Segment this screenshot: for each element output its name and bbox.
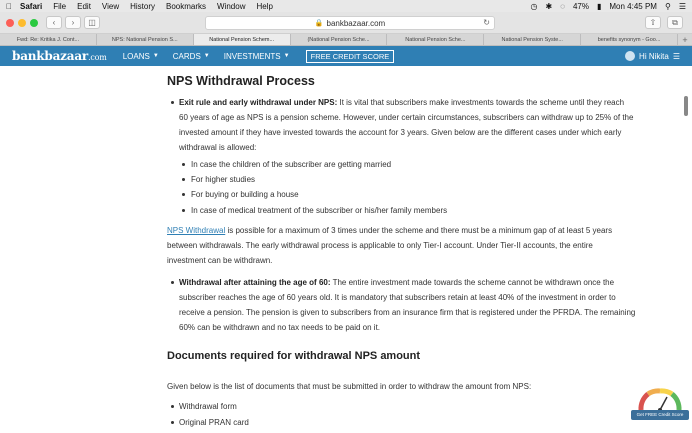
avatar bbox=[625, 51, 635, 61]
spotlight-icon[interactable]: ⚲ bbox=[664, 1, 671, 11]
documents-title-wrap bbox=[167, 350, 667, 362]
limit-line-3: investment can be withdrawn. bbox=[167, 256, 273, 265]
hamburger-icon[interactable]: ☰ bbox=[672, 51, 680, 61]
bullet bbox=[182, 209, 185, 212]
new-tab-button[interactable]: + bbox=[682, 34, 688, 45]
age-60-heading: Withdrawal after attaining the age of 60: bbox=[179, 278, 331, 287]
browser-tab[interactable]: National Pension Sche... bbox=[387, 34, 484, 45]
site-logo[interactable] bbox=[12, 49, 107, 63]
sidebar-button[interactable] bbox=[84, 16, 100, 29]
bullet bbox=[171, 281, 174, 284]
clock[interactable]: Mon 4:45 PM bbox=[609, 1, 657, 11]
battery-icon[interactable]: ▮ bbox=[596, 1, 602, 11]
logo-suffix: .com bbox=[88, 53, 107, 62]
menubar-status bbox=[531, 2, 686, 11]
age-text-1: The entire investment made towards the scheme cannot be withdrawn once the bbox=[330, 278, 615, 287]
menu-view[interactable]: View bbox=[95, 1, 114, 11]
page-content bbox=[0, 66, 692, 433]
age-line-2: subscriber reaches the age of 60 years old. It is mandatory that subscribers retain at least 40% of the investment in order to bbox=[179, 293, 616, 302]
exit-line-2: 60 years of age as NPS is a pension scheme. However, under certain circumstances, subscribers can withdraw up to 25% of the bbox=[179, 113, 634, 122]
browser-toolbar bbox=[0, 12, 692, 34]
browser-tab[interactable]: (National Pension Sche... bbox=[291, 34, 388, 45]
nav-investments[interactable] bbox=[224, 52, 290, 61]
exit-line-3: invested amount if they have invested towards the account for 3 years. Given below are the different cases under which early bbox=[179, 128, 622, 137]
url-text: bankbazaar.com bbox=[326, 18, 386, 28]
menu-file[interactable]: File bbox=[47, 1, 61, 11]
limit-text-1: is possible for a maximum of 3 times under the scheme and there must be a minimum gap of at least 5 years bbox=[225, 226, 613, 235]
bullet bbox=[182, 193, 185, 196]
free-credit-score-button[interactable]: FREE CREDIT SCORE bbox=[306, 50, 395, 63]
nav-cards[interactable] bbox=[173, 52, 210, 61]
case-item: In case the children of the subscriber are getting married bbox=[191, 160, 392, 169]
exit-rule-heading: Exit rule and early withdrawal under NPS: bbox=[179, 98, 338, 107]
credit-score-widget-label: Get FREE Credit Score bbox=[631, 410, 689, 420]
browser-tab-active[interactable]: National Pension Schem... bbox=[194, 34, 291, 45]
age-60-paragraph bbox=[179, 275, 679, 335]
site-header bbox=[0, 46, 692, 66]
exit-text-1: It is vital that subscribers make investments towards the scheme until they reach bbox=[337, 98, 625, 107]
toolbar-right bbox=[645, 16, 686, 29]
reload-icon[interactable]: ↻ bbox=[483, 18, 490, 27]
minimize-window-button[interactable] bbox=[18, 19, 26, 27]
window-controls bbox=[6, 19, 38, 27]
article-title: NPS Withdrawal Process bbox=[167, 74, 315, 88]
menu-safari[interactable]: Safari bbox=[14, 1, 37, 11]
user-greeting: Hi Nikita bbox=[639, 51, 669, 61]
bullet bbox=[182, 163, 185, 166]
limit-line-2: between withdrawals. The early withdrawal process is applicable to only Tier-I account. Under Tier-II accounts, the entire bbox=[167, 241, 593, 250]
gauge-icon bbox=[631, 380, 689, 412]
nav-loans[interactable] bbox=[123, 52, 159, 61]
chevron-down-icon: ▼ bbox=[283, 53, 290, 59]
bluetooth-icon[interactable]: ✱ bbox=[545, 1, 553, 11]
zoom-window-button[interactable] bbox=[30, 19, 38, 27]
nav-investments-label: INVESTMENTS bbox=[223, 51, 281, 61]
chevron-right-icon: › bbox=[71, 18, 75, 27]
bullet bbox=[171, 405, 174, 408]
tab-bar bbox=[0, 34, 692, 46]
mac-menubar bbox=[0, 0, 692, 12]
bullet bbox=[171, 101, 174, 104]
bullet bbox=[171, 421, 174, 424]
user-menu[interactable] bbox=[625, 51, 680, 61]
chevron-down-icon: ▼ bbox=[152, 53, 159, 59]
menu-edit[interactable]: Edit bbox=[71, 1, 85, 11]
nav-cards-label: CARDS bbox=[172, 51, 201, 61]
notification-center-icon[interactable]: ☰ bbox=[678, 1, 686, 11]
close-window-button[interactable] bbox=[6, 19, 14, 27]
menu-window[interactable]: Window bbox=[211, 1, 240, 11]
chevron-down-icon: ▼ bbox=[203, 53, 210, 59]
browser-tab[interactable]: benefits synonym - Goo... bbox=[581, 34, 678, 45]
credit-score-widget[interactable] bbox=[631, 380, 689, 420]
exit-line-1 bbox=[179, 95, 674, 110]
share-button[interactable] bbox=[645, 16, 661, 29]
share-icon: ⇧ bbox=[649, 18, 657, 27]
apple-icon[interactable] bbox=[6, 2, 12, 11]
chevron-left-icon: ‹ bbox=[52, 18, 56, 27]
page-scrollbar[interactable] bbox=[684, 96, 688, 116]
nav-loans-label: LOANS bbox=[122, 51, 150, 61]
lock-icon: 🔒 bbox=[314, 20, 324, 27]
exit-line-4: withdrawal is allowed: bbox=[179, 143, 257, 152]
exit-rule-paragraph bbox=[179, 95, 674, 155]
back-button[interactable] bbox=[46, 16, 62, 29]
battery-percent[interactable]: 47% bbox=[572, 1, 589, 11]
document-item: Withdrawal form bbox=[179, 402, 237, 411]
forward-button[interactable] bbox=[65, 16, 81, 29]
age-line-3: receive a pension. The pension is given to subscribers from an insurance firm that is registered under the PFRDA. The remaining bbox=[179, 308, 636, 317]
age-line-1 bbox=[179, 275, 679, 290]
wifi-icon[interactable]: ◌ bbox=[560, 1, 565, 11]
article-title-wrap bbox=[167, 74, 667, 88]
age-line-4: 60% can be withdrawn and no tax needs to be paid on it. bbox=[179, 323, 381, 332]
documents-title: Documents required for withdrawal NPS amount bbox=[167, 350, 421, 362]
tabs-icon: ⧉ bbox=[672, 17, 678, 27]
bullet bbox=[182, 178, 185, 181]
case-item: For higher studies bbox=[191, 175, 256, 184]
menu-help[interactable]: Help bbox=[250, 1, 267, 11]
time-machine-icon[interactable]: ◷ bbox=[530, 1, 538, 11]
case-item: In case of medical treatment of the subscriber or his/her family members bbox=[191, 206, 448, 215]
browser-tab[interactable]: Fwd: Re: Kritika J. Cont... bbox=[0, 34, 97, 45]
withdrawal-limit-paragraph bbox=[167, 223, 672, 268]
tab-overview-button[interactable] bbox=[667, 16, 683, 29]
limit-line-1 bbox=[167, 223, 672, 238]
menu-bookmarks[interactable]: Bookmarks bbox=[160, 1, 201, 11]
logo-main: bankbazaar bbox=[12, 49, 89, 63]
browser-tab[interactable]: NPS: National Pension S... bbox=[97, 34, 194, 45]
case-item: For buying or building a house bbox=[191, 190, 299, 199]
menu-history[interactable]: History bbox=[124, 1, 150, 11]
address-bar[interactable] bbox=[205, 16, 495, 30]
browser-tab[interactable]: National Pension Syste... bbox=[484, 34, 581, 45]
nps-withdrawal-link[interactable]: NPS Withdrawal bbox=[167, 226, 226, 235]
documents-intro: Given below is the list of documents that must be submitted in order to withdraw the amount from NPS: bbox=[167, 382, 532, 391]
sidebar-icon: ◫ bbox=[88, 18, 96, 27]
document-item: Original PRAN card bbox=[179, 418, 249, 427]
